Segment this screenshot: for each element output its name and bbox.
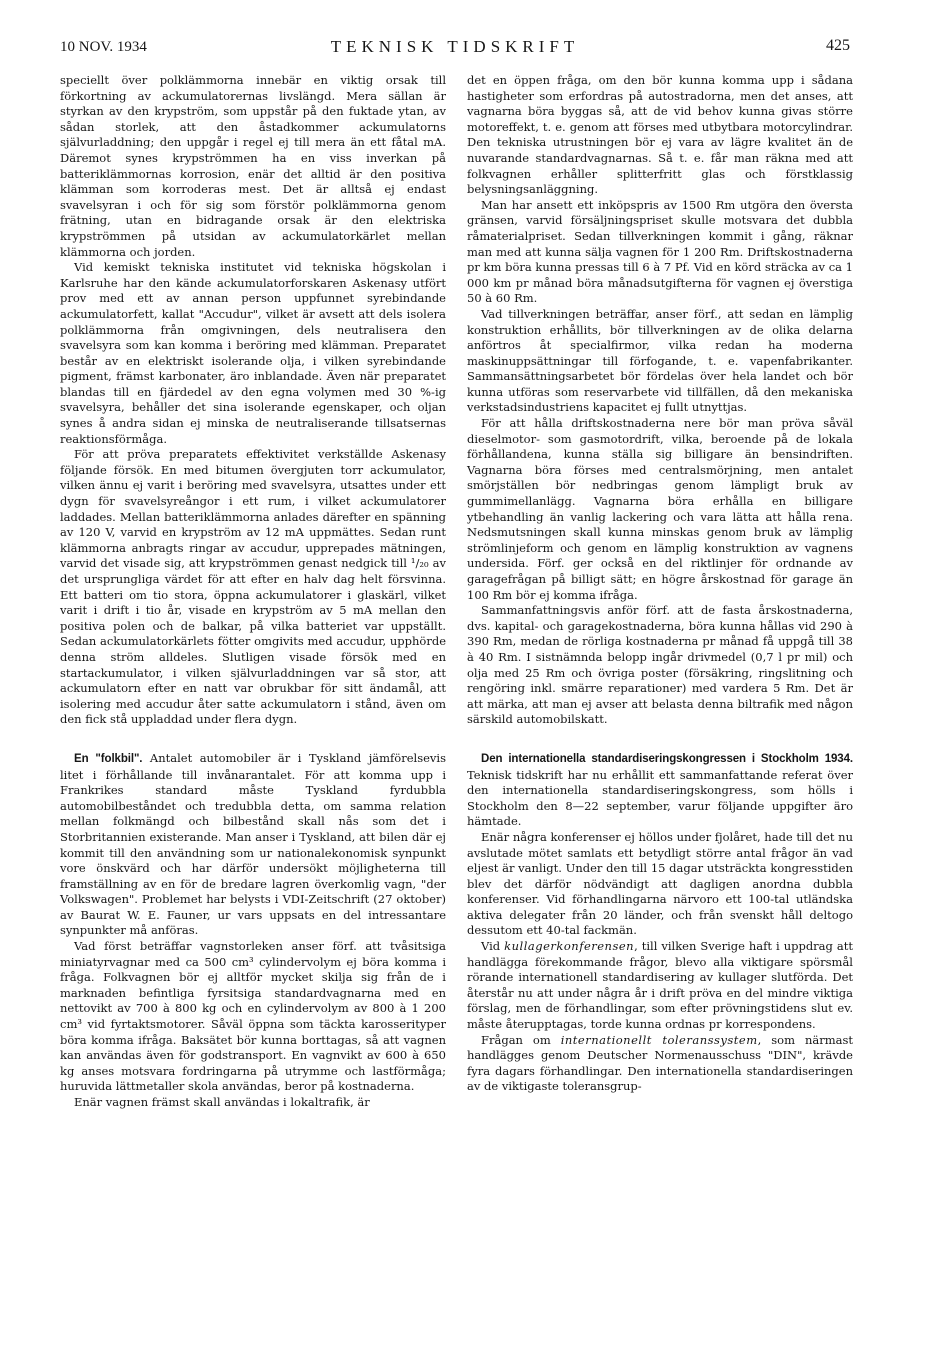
emphasis-term: kullagerkonferensen: [504, 939, 635, 954]
paragraph: [467, 939, 853, 1033]
paragraph-text: Antalet automobiler är i Tyskland jämförelsevis litet i förhållande till invånarantalet. För att komma upp i Frankrikes standard måste Tyskland fyrdubbla automobilbeståndet och tredubbla detta, om samma relation mellan folkmängd och bilbestånd skall nås som det i Storbritannien existerande. Man anser i Tyskland, att bilen där ej kommit till den användning som ur nationalekonomisk synpunkt vore önskvärd och har därför undersökt möjligheterna till framställning av en för de bredare lagren överkomlig vagn, "der Volkswagen". Problemet har belysts i VDI-Zeitschrift (27 oktober) av Baurat W. E. Fauner, ur vars uppsats en del intressantare synpunkter må anföras.: [60, 750, 446, 938]
paragraph: För att pröva preparatets effektivitet verkställde Askenasy följande försök. En med bitumen övergjuten torr ackumulator, vilken ännu ej varit i beröring med svavelsyra, utsattes under ett dygn för svavelsyreångor i ett rum, i vilket ackumulatorer laddades. Mellan batteriklämmorna anlades därefter en spänning av 120 V, varvid en krypström av 12 mA uppmättes. Sedan runt klämmorna anbragts ringar av accudur, upprepades mätningen, varvid det visade sig, att krypströmmen genast nedgick till ¹/₂₀ av det ursprungliga värdet för att efter en halv dag helt försvinna. Ett batteri om tio stora, öppna ackumulatorer i glaskärl, vilket varit i drift i tio år, visade en krypström av 5 mA mellan den positiva polen och de balkar, på vilka batteriet var uppställt. Sedan ackumulatorkärlets fötter omgivits med accudur, upphörde denna ström alldeles. Slutligen visade försök med en startackumulator, i vilken självurladdningen var så stor, att ackumulatorn efter en natt var obrukbar för sitt ändamål, att isolering med accudur åter satte ackumulatorn i stånd, även om den fick stå uppladdad under flera dygn.: [60, 447, 446, 727]
paragraph-text: Teknisk tidskrift har nu erhållit ett sammanfattande referat över den internationella standardiseringskongress, som hölls i Stockholm den 8—22 september, varur följande uppgifter äro hämtade.: [467, 767, 853, 829]
section-heading-congress: Den internationella standardiseringskongressen i Stockholm 1934.: [481, 752, 853, 765]
paragraph: det en öppen fråga, om den bör kunna komma upp i sådana hastigheter som erfordras på autostradorna, men det anses, att vagnarna böra byggas så, att de vid behov kunna givas större motoreffekt, t. e. genom att förses med utbytbara motorcylindrar. Den tekniska utrustningen bör ej vara av lägre kvalitet än de nuvarande standardvagnarnas. Så t. e. får man räkna med att folkvagnen erhåller splitterfritt glas och förstklassig belysningsanläggning.: [467, 73, 853, 197]
paragraph: Vad tillverkningen beträffar, anser förf., att sedan en lämplig konstruktion erhållits, bör tillverkningen av de olika delarna anförtros åt specialfirmor, vilka redan ha moderna maskinuppsättningar till förfogande, t. e. vapenfabrikanter. Sammansättningsarbetet bör fördelas över hela landet och bör kunna utföras som reservarbete vid tillfällen, då den mekaniska verkstadsindustriens kapacitet ej fullt utnyttjas.: [467, 306, 853, 415]
paragraph: Enär vagnen främst skall användas i lokaltrafik, är: [74, 1095, 370, 1109]
page-number: 425: [826, 37, 850, 54]
folkbil-section-paragraph: [60, 751, 446, 939]
journal-title: TEKNISK TIDSKRIFT: [330, 37, 580, 56]
right-column: [467, 73, 853, 1095]
paragraph-text: , till vilken Sverige haft i uppdrag att handlägga förekommande frågor, blevo alla viktigare spörsmål rörande internationell standardisering av kullager slutförda. Det återstår nu att under några år i drift pröva en del mindre viktiga förslag, men de förhandlingar, som efter prövningstidens slut ev. måste återupptagas, torde kunna ordnas pr korrespondens.: [467, 939, 853, 1032]
section-heading-folkbil: En "folkbil".: [74, 752, 143, 765]
running-header: [60, 37, 850, 57]
paragraph-text: Vid: [481, 939, 505, 954]
left-column: [60, 73, 446, 1111]
congress-section-paragraph: [467, 751, 853, 830]
paragraph: [467, 1033, 853, 1095]
paragraph: Enär några konferenser ej höllos under fjolåret, hade till det nu avslutade mötet samlats ett betydligt större antal frågor än vad eljest är vanligt. Under den till 15 dagar utsträckta kongresstiden blev det därför nödvändigt att dagligen anordna dubbla konferenser. Vid förhandlingarna närvoro ett 100-tal utländska aktiva delegater från 20 länder, och från svenskt håll deltogo dessutom ett 40-tal fackmän.: [467, 829, 853, 938]
paragraph: För att hålla driftskostnaderna nere bör man pröva såväl dieselmotor- som gasmotordrift, vilka, beroende på de lokala förhållandena, kunna ställa sig billigare än bensindriften. Vagnarna böra förses med centralsmörjning, men antalet smörjställen bör nedbringas genom lämpligt bruk av gummimellanlägg. Vagnarna böra erhålla en billigare ytbehandling än vanlig lackering och vara lätta att hålla rena. Nedsmutsningen skall kunna minskas genom bruk av lämplig strömlinjeform och genom en lämplig konstruktion av vagnens undersida. Förf. ger också en del riktlinjer för ordnande av garagefrågan på billigt sätt; en högre årskostnad för garage än 100 Rm bör ej komma ifråga.: [467, 416, 853, 602]
paragraph: Vad först beträffar vagnstorleken anser förf. att tvåsitsiga miniatyrvagnar med ca 500 cm³ cylindervolym ej böra komma i fråga. Folkvagnen bör ej alltför mycket skilja sig från de i marknaden befintliga fyrsitsiga standardvagnarna med en nettovikt av 700 à 800 kg och en cylindervolym av 800 à 1 200 cm³ vid fyrtaktsmotorer. Såväl öppna som täckta karosserityper böra komma ifråga. Baksätet bör kunna borttagas, så att vagnen kan användas även för godstransport. En vagnvikt av 600 à 650 kg anses motsvara fordringarna på utrymme och lastförmåga; huruvida lättmetaller skola användas, beror på kostnaderna.: [60, 939, 446, 1094]
emphasis-term: internationellt toleranssystem: [560, 1032, 758, 1047]
paragraph: Vid kemiskt tekniska institutet vid tekniska högskolan i Karlsruhe har den kände ackumulatorforskaren Askenasy utfört prov med ett av annan person uppfunnet syrebindande ackumulatorfett, kallat "Accudur", vilket är avsett att dels isolera polklämmorna från omgivningen, dels neutralisera den svavelsyra som kan komma i beröring med klämman. Preparatet består av en elektriskt isolerande olja, i vilken syrebindande pigment, främst karbonater, äro inblandade. Även när preparatet blandas till en fjärdedel av den egna volymen med 30 %-ig svavelsyra, behåller det sina isolerande egenskaper, och oljan synes å andra sidan ej minska de neutraliserande tillsatsernas reaktionsförmåga.: [60, 260, 446, 446]
issue-date: 10 NOV. 1934: [60, 39, 147, 55]
paragraph-text: Frågan om: [481, 1032, 561, 1047]
paragraph: Sammanfattningsvis anför förf. att de fasta årskostnaderna, dvs. kapital- och garagekostnaderna, böra kunna hållas vid 290 à 390 Rm, medan de rörliga kostnaderna pr månad få uppgå till 38 à 40 Rm. I sistnämnda belopp ingår drivmedel (0,7 l pr mil) och olja med 25 Rm och övriga poster (försäkring, ringslitning och rengöring inkl. smärre reparationer) med vardera 5 Rm. Det är att märka, att man ej avser att belasta denna biltrafik med någon särskild automobilskatt.: [467, 603, 853, 727]
paragraph: speciellt över polklämmorna innebär en viktig orsak till förkortning av ackumulatorernas livslängd. Mera sällan är styrkan av den krypström, som uppstår på den fuktade ytan, av sådan storlek, att den åstadkommer ackumulatorns självurladdning; den uppgår i regel ej till mera än ett fåtal mA. Däremot synes krypströmmen ha en viss inverkan på batteriklämmornas korrosion, enär det alltid är den positiva klämman som korroderas mest. Det är alltså ej endast svavelsyran i och för sig som förstör polklämmorna genom frätning, utan en bidragande orsak är den elektriska krypströmmen på utsidan av ackumulatorkärlet mellan klämmorna och jorden.: [60, 73, 446, 259]
paragraph: Man har ansett ett inköpspris av 1500 Rm utgöra den översta gränsen, varvid försäljningspriset skulle motsvara det dubbla råmaterialpriset. Sedan tillverkningen kommit i gång, räknar man med att kunna sälja vagnen för 1 200 Rm. Driftskostnaderna pr km böra kunna pressas till 6 à 7 Pf. Vid en körd sträcka av ca 1 000 km pr månad böra månadsutgifterna för vagnen ej överstiga 50 à 60 Rm.: [467, 197, 853, 306]
paragraph-text: , som närmast handlägges genom Deutscher Normenausschuss "DIN", krävde fyra dagars förhandlingar. Den internationella standardiseringen av de viktigaste toleransgrup-: [467, 1032, 853, 1094]
